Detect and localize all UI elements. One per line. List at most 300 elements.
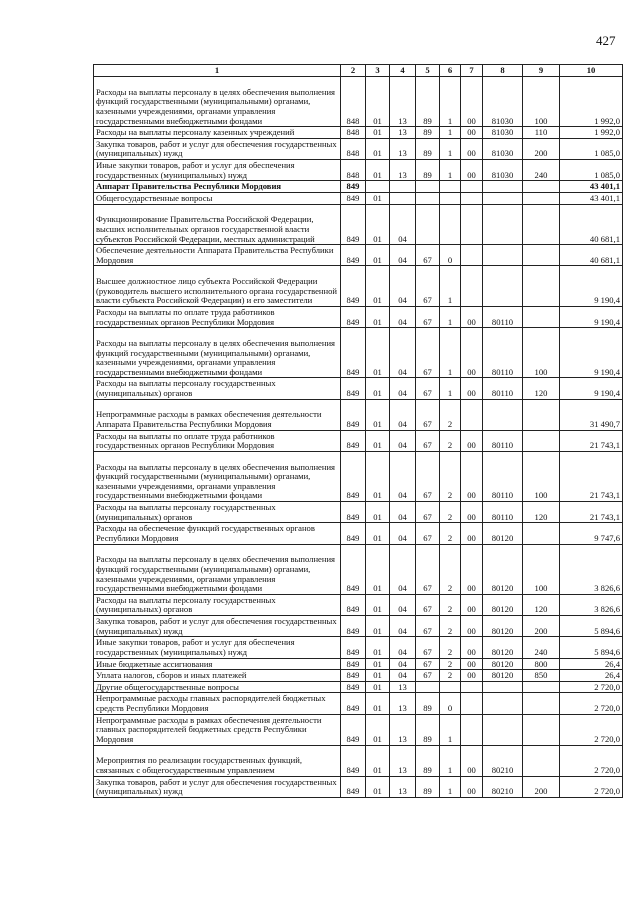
program-code-cell: 67	[416, 245, 440, 266]
subprogram-code-cell: 2	[440, 658, 461, 670]
direction-code-cell	[483, 204, 523, 245]
ministry-code-cell: 849	[341, 502, 366, 523]
amount-cell: 1 992,0	[560, 127, 623, 139]
ministry-code-cell: 849	[341, 714, 366, 745]
ministry-code-cell: 849	[341, 658, 366, 670]
item-name-cell: Расходы на выплаты по оплате труда работников государственных органов Республики Мордовия	[94, 306, 341, 327]
item-name-cell: Расходы на выплаты персоналу государственных (муниципальных) органов	[94, 502, 341, 523]
expense-type-code-cell: 120	[523, 594, 560, 615]
table-row	[94, 430, 623, 451]
table-row	[94, 502, 623, 523]
subprogram-code-cell: 0	[440, 245, 461, 266]
ministry-code-cell: 849	[341, 204, 366, 245]
program-code-cell: 89	[416, 127, 440, 139]
section-code-cell	[366, 181, 390, 193]
item-name-cell: Расходы на выплаты персоналу в целях обеспечения выполнения функций государственными (муниципальными) органами, казенными учреждениями, органами управления государственными внебюджетными фондами	[94, 77, 341, 127]
program-code-cell	[416, 181, 440, 193]
ministry-code-cell: 849	[341, 693, 366, 714]
amount-cell: 3 826,6	[560, 594, 623, 615]
program-code-cell: 67	[416, 658, 440, 670]
event-code-cell: 00	[461, 594, 483, 615]
expense-type-code-cell	[523, 714, 560, 745]
expense-type-code-cell: 120	[523, 378, 560, 399]
subprogram-code-cell: 2	[440, 502, 461, 523]
expense-type-code-cell: 240	[523, 160, 560, 181]
amount-cell: 26,4	[560, 658, 623, 670]
direction-code-cell: 80210	[483, 776, 523, 797]
header-cell: 7	[461, 65, 483, 77]
header-cell: 2	[341, 65, 366, 77]
program-code-cell: 67	[416, 594, 440, 615]
subprogram-code-cell: 1	[440, 328, 461, 378]
program-code-cell	[416, 192, 440, 204]
ministry-code-cell: 849	[341, 378, 366, 399]
table-row	[94, 637, 623, 658]
direction-code-cell	[483, 192, 523, 204]
ministry-code-cell: 849	[341, 399, 366, 430]
section-code-cell: 01	[366, 670, 390, 682]
direction-code-cell: 80110	[483, 451, 523, 501]
subsection-code-cell: 13	[390, 127, 416, 139]
amount-cell: 5 894,6	[560, 637, 623, 658]
subprogram-code-cell: 2	[440, 616, 461, 637]
subsection-code-cell: 04	[390, 523, 416, 544]
event-code-cell: 00	[461, 451, 483, 501]
amount-cell: 21 743,1	[560, 502, 623, 523]
ministry-code-cell: 849	[341, 776, 366, 797]
program-code-cell: 67	[416, 430, 440, 451]
section-code-cell: 01	[366, 714, 390, 745]
item-name-cell: Иные закупки товаров, работ и услуг для обеспечения государственных (муниципальных) нужд	[94, 160, 341, 181]
event-code-cell: 00	[461, 502, 483, 523]
subsection-code-cell: 13	[390, 745, 416, 776]
table-row	[94, 523, 623, 544]
subsection-code-cell: 04	[390, 328, 416, 378]
subprogram-code-cell: 0	[440, 693, 461, 714]
amount-cell: 43 401,1	[560, 192, 623, 204]
item-name-cell: Непрограммные расходы в рамках обеспечения деятельности Аппарата Правительства Республики Мордовия	[94, 399, 341, 430]
table-row	[94, 616, 623, 637]
item-name-cell: Расходы на выплаты персоналу государственных (муниципальных) органов	[94, 594, 341, 615]
subsection-code-cell: 13	[390, 693, 416, 714]
item-name-cell: Закупка товаров, работ и услуг для обеспечения государственных (муниципальных) нужд	[94, 776, 341, 797]
event-code-cell: 00	[461, 160, 483, 181]
direction-code-cell	[483, 399, 523, 430]
item-name-cell: Расходы на выплаты персоналу государственных (муниципальных) органов	[94, 378, 341, 399]
amount-cell: 21 743,1	[560, 451, 623, 501]
event-code-cell: 00	[461, 637, 483, 658]
direction-code-cell: 80110	[483, 502, 523, 523]
item-name-cell: Уплата налогов, сборов и иных платежей	[94, 670, 341, 682]
ministry-code-cell: 849	[341, 670, 366, 682]
section-code-cell: 01	[366, 544, 390, 594]
section-code-cell: 01	[366, 616, 390, 637]
amount-cell: 2 720,0	[560, 745, 623, 776]
expense-type-code-cell	[523, 523, 560, 544]
ministry-code-cell: 849	[341, 306, 366, 327]
section-code-cell: 01	[366, 306, 390, 327]
subprogram-code-cell	[440, 192, 461, 204]
subsection-code-cell: 04	[390, 266, 416, 307]
subprogram-code-cell: 2	[440, 451, 461, 501]
table-row	[94, 306, 623, 327]
ministry-code-cell: 848	[341, 77, 366, 127]
expense-type-code-cell	[523, 693, 560, 714]
expense-type-code-cell: 240	[523, 637, 560, 658]
direction-code-cell: 80110	[483, 430, 523, 451]
section-code-cell: 01	[366, 77, 390, 127]
item-name-cell: Непрограммные расходы главных распорядителей бюджетных средств Республики Мордовия	[94, 693, 341, 714]
expense-type-code-cell: 100	[523, 544, 560, 594]
amount-cell: 31 490,7	[560, 399, 623, 430]
amount-cell: 9 190,4	[560, 328, 623, 378]
subsection-code-cell: 04	[390, 616, 416, 637]
subprogram-code-cell: 1	[440, 378, 461, 399]
amount-cell: 43 401,1	[560, 181, 623, 193]
subsection-code-cell: 04	[390, 658, 416, 670]
ministry-code-cell: 849	[341, 451, 366, 501]
table-row	[94, 192, 623, 204]
subsection-code-cell	[390, 181, 416, 193]
table-row	[94, 266, 623, 307]
direction-code-cell: 80110	[483, 306, 523, 327]
ministry-code-cell: 849	[341, 594, 366, 615]
direction-code-cell: 80120	[483, 594, 523, 615]
event-code-cell: 00	[461, 658, 483, 670]
subsection-code-cell: 04	[390, 306, 416, 327]
event-code-cell: 00	[461, 523, 483, 544]
expense-type-code-cell: 100	[523, 451, 560, 501]
program-code-cell: 89	[416, 77, 440, 127]
direction-code-cell: 80110	[483, 328, 523, 378]
header-cell: 6	[440, 65, 461, 77]
ministry-code-cell: 849	[341, 266, 366, 307]
table-row	[94, 693, 623, 714]
section-code-cell: 01	[366, 204, 390, 245]
event-code-cell: 00	[461, 306, 483, 327]
program-code-cell: 67	[416, 523, 440, 544]
expense-type-code-cell: 200	[523, 776, 560, 797]
program-code-cell: 67	[416, 544, 440, 594]
ministry-code-cell: 849	[341, 192, 366, 204]
expense-type-code-cell	[523, 399, 560, 430]
expense-type-code-cell: 800	[523, 658, 560, 670]
table-row	[94, 181, 623, 193]
expense-type-code-cell: 200	[523, 616, 560, 637]
header-cell: 4	[390, 65, 416, 77]
item-name-cell: Непрограммные расходы в рамках обеспечения деятельности главных распорядителей бюджетных средств Республики Мордовия	[94, 714, 341, 745]
expense-type-code-cell	[523, 192, 560, 204]
event-code-cell	[461, 266, 483, 307]
item-name-cell: Общегосударственные вопросы	[94, 192, 341, 204]
amount-cell: 9 190,4	[560, 306, 623, 327]
direction-code-cell: 80120	[483, 544, 523, 594]
event-code-cell: 00	[461, 616, 483, 637]
subsection-code-cell: 04	[390, 245, 416, 266]
subsection-code-cell: 13	[390, 77, 416, 127]
header-cell: 8	[483, 65, 523, 77]
direction-code-cell	[483, 681, 523, 693]
program-code-cell: 89	[416, 693, 440, 714]
subsection-code-cell: 04	[390, 451, 416, 501]
event-code-cell	[461, 192, 483, 204]
subprogram-code-cell: 2	[440, 637, 461, 658]
program-code-cell: 67	[416, 502, 440, 523]
subprogram-code-cell: 2	[440, 430, 461, 451]
ministry-code-cell: 849	[341, 745, 366, 776]
ministry-code-cell: 848	[341, 160, 366, 181]
section-code-cell: 01	[366, 328, 390, 378]
direction-code-cell: 81030	[483, 160, 523, 181]
direction-code-cell: 81030	[483, 77, 523, 127]
direction-code-cell: 81030	[483, 138, 523, 159]
subsection-code-cell: 04	[390, 378, 416, 399]
table-row	[94, 451, 623, 501]
event-code-cell	[461, 204, 483, 245]
expense-type-code-cell	[523, 745, 560, 776]
amount-cell: 40 681,1	[560, 204, 623, 245]
event-code-cell: 00	[461, 745, 483, 776]
program-code-cell: 67	[416, 616, 440, 637]
header-cell: 1	[94, 65, 341, 77]
ministry-code-cell: 849	[341, 430, 366, 451]
item-name-cell: Расходы на выплаты персоналу в целях обеспечения выполнения функций государственными (муниципальными) органами, казенными учреждениями, органами управления государственными внебюджетными фондами	[94, 451, 341, 501]
item-name-cell: Мероприятия по реализации государственных функций, связанных с общегосударственным управлением	[94, 745, 341, 776]
subsection-code-cell: 04	[390, 594, 416, 615]
amount-cell: 40 681,1	[560, 245, 623, 266]
ministry-code-cell: 849	[341, 523, 366, 544]
header-row	[94, 65, 623, 77]
event-code-cell	[461, 681, 483, 693]
section-code-cell: 01	[366, 637, 390, 658]
program-code-cell: 89	[416, 714, 440, 745]
subsection-code-cell: 04	[390, 502, 416, 523]
program-code-cell: 67	[416, 266, 440, 307]
event-code-cell: 00	[461, 127, 483, 139]
amount-cell: 26,4	[560, 670, 623, 682]
program-code-cell: 67	[416, 328, 440, 378]
section-code-cell: 01	[366, 245, 390, 266]
amount-cell: 9 190,4	[560, 266, 623, 307]
program-code-cell: 67	[416, 637, 440, 658]
program-code-cell: 89	[416, 160, 440, 181]
event-code-cell	[461, 245, 483, 266]
header-cell: 5	[416, 65, 440, 77]
subprogram-code-cell: 1	[440, 714, 461, 745]
ministry-code-cell: 849	[341, 681, 366, 693]
subprogram-code-cell	[440, 204, 461, 245]
event-code-cell: 00	[461, 430, 483, 451]
ministry-code-cell: 849	[341, 181, 366, 193]
subsection-code-cell: 13	[390, 138, 416, 159]
subprogram-code-cell: 1	[440, 745, 461, 776]
event-code-cell	[461, 714, 483, 745]
event-code-cell: 00	[461, 138, 483, 159]
item-name-cell: Другие общегосударственные вопросы	[94, 681, 341, 693]
subprogram-code-cell: 2	[440, 399, 461, 430]
expense-type-code-cell	[523, 204, 560, 245]
item-name-cell: Закупка товаров, работ и услуг для обеспечения государственных (муниципальных) нужд	[94, 616, 341, 637]
table-row	[94, 160, 623, 181]
table-row	[94, 776, 623, 797]
subprogram-code-cell: 1	[440, 776, 461, 797]
table-row	[94, 658, 623, 670]
item-name-cell: Высшее должностное лицо субъекта Российской Федерации (руководитель высшего исполнительного органа государственной власти субъекта Российской Федерации) и его заместители	[94, 266, 341, 307]
event-code-cell	[461, 181, 483, 193]
ministry-code-cell: 849	[341, 637, 366, 658]
amount-cell: 2 720,0	[560, 776, 623, 797]
table-row	[94, 328, 623, 378]
subsection-code-cell: 13	[390, 776, 416, 797]
event-code-cell: 00	[461, 328, 483, 378]
expense-type-code-cell: 110	[523, 127, 560, 139]
subprogram-code-cell: 2	[440, 544, 461, 594]
amount-cell: 3 826,6	[560, 544, 623, 594]
expense-type-code-cell: 120	[523, 502, 560, 523]
item-name-cell: Расходы на выплаты персоналу казенных учреждений	[94, 127, 341, 139]
item-name-cell: Закупка товаров, работ и услуг для обеспечения государственных (муниципальных) нужд	[94, 138, 341, 159]
subsection-code-cell: 04	[390, 399, 416, 430]
ministry-code-cell: 849	[341, 328, 366, 378]
subsection-code-cell	[390, 192, 416, 204]
expense-type-code-cell	[523, 181, 560, 193]
subprogram-code-cell: 1	[440, 306, 461, 327]
subsection-code-cell: 04	[390, 430, 416, 451]
header-cell: 10	[560, 65, 623, 77]
program-code-cell: 67	[416, 306, 440, 327]
direction-code-cell: 80110	[483, 378, 523, 399]
section-code-cell: 01	[366, 127, 390, 139]
subprogram-code-cell: 2	[440, 594, 461, 615]
subsection-code-cell: 13	[390, 681, 416, 693]
table-row	[94, 681, 623, 693]
amount-cell: 9 747,6	[560, 523, 623, 544]
event-code-cell: 00	[461, 776, 483, 797]
direction-code-cell: 80120	[483, 637, 523, 658]
subprogram-code-cell: 1	[440, 160, 461, 181]
subprogram-code-cell: 2	[440, 670, 461, 682]
subprogram-code-cell: 1	[440, 127, 461, 139]
item-name-cell: Функционирование Правительства Российской Федерации, высших исполнительных органов государственной власти субъектов Российской Федерации, местных администраций	[94, 204, 341, 245]
direction-code-cell: 80120	[483, 616, 523, 637]
subprogram-code-cell	[440, 681, 461, 693]
item-name-cell: Аппарат Правительства Республики Мордовия	[94, 181, 341, 193]
program-code-cell	[416, 204, 440, 245]
subprogram-code-cell: 2	[440, 523, 461, 544]
table-row	[94, 544, 623, 594]
section-code-cell: 01	[366, 451, 390, 501]
item-name-cell: Обеспечение деятельности Аппарата Правительства Республики Мордовия	[94, 245, 341, 266]
program-code-cell: 89	[416, 776, 440, 797]
section-code-cell: 01	[366, 399, 390, 430]
program-code-cell	[416, 681, 440, 693]
section-code-cell: 01	[366, 430, 390, 451]
subsection-code-cell: 04	[390, 637, 416, 658]
section-code-cell: 01	[366, 266, 390, 307]
section-code-cell: 01	[366, 523, 390, 544]
program-code-cell: 89	[416, 745, 440, 776]
amount-cell: 2 720,0	[560, 681, 623, 693]
item-name-cell: Иные бюджетные ассигнования	[94, 658, 341, 670]
direction-code-cell: 80210	[483, 745, 523, 776]
amount-cell: 1 085,0	[560, 160, 623, 181]
direction-code-cell	[483, 693, 523, 714]
table-row	[94, 127, 623, 139]
subprogram-code-cell: 1	[440, 138, 461, 159]
amount-cell: 9 190,4	[560, 378, 623, 399]
section-code-cell: 01	[366, 378, 390, 399]
amount-cell: 1 085,0	[560, 138, 623, 159]
table-row	[94, 204, 623, 245]
subprogram-code-cell: 1	[440, 77, 461, 127]
expense-type-code-cell: 850	[523, 670, 560, 682]
subprogram-code-cell	[440, 181, 461, 193]
direction-code-cell: 80120	[483, 658, 523, 670]
header-cell: 3	[366, 65, 390, 77]
amount-cell: 1 992,0	[560, 77, 623, 127]
program-code-cell: 67	[416, 451, 440, 501]
budget-table	[93, 64, 623, 798]
section-code-cell: 01	[366, 693, 390, 714]
expense-type-code-cell	[523, 681, 560, 693]
expense-type-code-cell: 200	[523, 138, 560, 159]
expense-type-code-cell	[523, 306, 560, 327]
ministry-code-cell: 848	[341, 127, 366, 139]
subsection-code-cell: 04	[390, 544, 416, 594]
event-code-cell	[461, 399, 483, 430]
event-code-cell: 00	[461, 670, 483, 682]
section-code-cell: 01	[366, 502, 390, 523]
table-row	[94, 77, 623, 127]
direction-code-cell	[483, 181, 523, 193]
ministry-code-cell: 849	[341, 616, 366, 637]
section-code-cell: 01	[366, 594, 390, 615]
section-code-cell: 01	[366, 745, 390, 776]
program-code-cell: 67	[416, 670, 440, 682]
section-code-cell: 01	[366, 776, 390, 797]
table-row	[94, 745, 623, 776]
ministry-code-cell: 848	[341, 138, 366, 159]
expense-type-code-cell: 100	[523, 77, 560, 127]
subsection-code-cell: 04	[390, 670, 416, 682]
direction-code-cell: 80120	[483, 670, 523, 682]
section-code-cell: 01	[366, 658, 390, 670]
section-code-cell: 01	[366, 160, 390, 181]
header-cell: 9	[523, 65, 560, 77]
table-row	[94, 399, 623, 430]
table-row	[94, 670, 623, 682]
direction-code-cell	[483, 714, 523, 745]
table-row	[94, 138, 623, 159]
ministry-code-cell: 849	[341, 544, 366, 594]
program-code-cell: 89	[416, 138, 440, 159]
item-name-cell: Расходы на обеспечение функций государственных органов Республики Мордовия	[94, 523, 341, 544]
subsection-code-cell: 04	[390, 204, 416, 245]
item-name-cell: Расходы на выплаты по оплате труда работников государственных органов Республики Мордовия	[94, 430, 341, 451]
expense-type-code-cell	[523, 245, 560, 266]
ministry-code-cell: 849	[341, 245, 366, 266]
page-number: 427	[596, 33, 616, 48]
table-row	[94, 594, 623, 615]
subsection-code-cell: 13	[390, 714, 416, 745]
direction-code-cell: 80120	[483, 523, 523, 544]
expense-type-code-cell	[523, 430, 560, 451]
amount-cell: 2 720,0	[560, 693, 623, 714]
item-name-cell: Иные закупки товаров, работ и услуг для обеспечения государственных (муниципальных) нужд	[94, 637, 341, 658]
direction-code-cell	[483, 245, 523, 266]
direction-code-cell: 81030	[483, 127, 523, 139]
amount-cell: 2 720,0	[560, 714, 623, 745]
